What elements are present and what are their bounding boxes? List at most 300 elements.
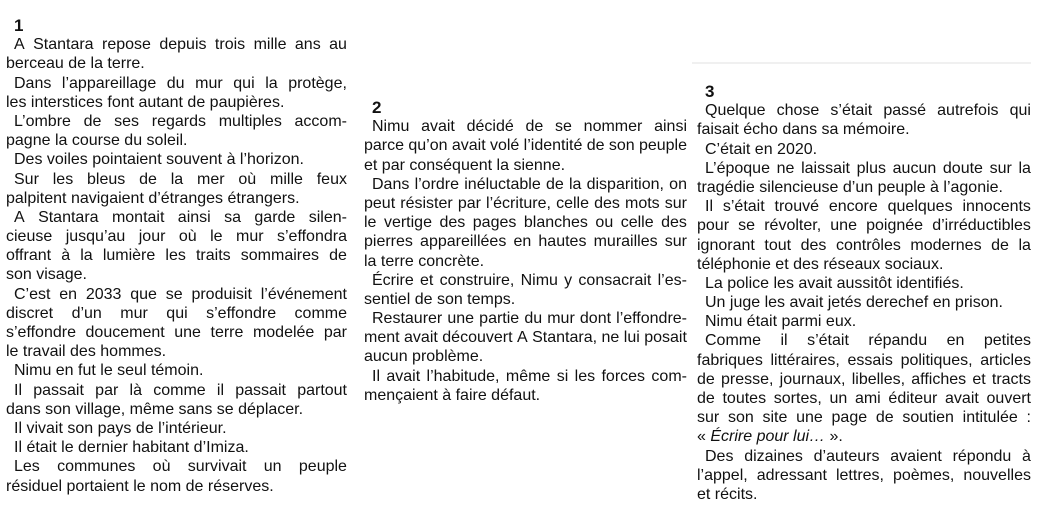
word: se xyxy=(165,285,183,303)
word: posait xyxy=(644,329,687,347)
word: Restaurer xyxy=(372,310,443,328)
word: Nimu xyxy=(520,271,558,289)
word: d’irréductibles xyxy=(932,217,1031,235)
word: la xyxy=(1018,236,1031,254)
text-line xyxy=(697,447,1031,466)
word: peuple xyxy=(638,137,687,155)
word: sa xyxy=(224,208,241,226)
word: ou xyxy=(595,214,614,232)
word: ans xyxy=(294,36,321,54)
word: survivait xyxy=(187,458,247,476)
word: l’ordre xyxy=(414,175,460,193)
column-body xyxy=(6,35,347,496)
text-segment: Écrire pour lui… xyxy=(710,428,826,446)
word: à xyxy=(1022,447,1031,465)
word: sur xyxy=(664,194,687,212)
word: l’événement xyxy=(260,285,347,303)
word: une xyxy=(796,409,823,427)
text-line xyxy=(697,389,1031,408)
text-segment: Des voiles pointaient souvent à l’horizon. xyxy=(14,151,304,169)
text-line xyxy=(364,290,687,309)
word: dont xyxy=(579,310,612,328)
word: blanches xyxy=(523,214,588,232)
word: nommer xyxy=(583,118,643,136)
text-line xyxy=(6,438,347,457)
word: modernes xyxy=(910,236,982,254)
word: l’appel, xyxy=(697,466,748,484)
text-segment: berceau de la terre. xyxy=(6,55,145,73)
word: aucun xyxy=(892,159,937,177)
word: cieuse xyxy=(6,228,53,246)
text-line xyxy=(364,386,687,405)
word: com- xyxy=(651,367,687,385)
word: depuis xyxy=(159,36,207,54)
text-column-1 xyxy=(6,16,347,496)
text-line xyxy=(697,312,1031,331)
word: s’était xyxy=(830,102,873,120)
word: ses xyxy=(114,112,140,130)
word: doute xyxy=(942,159,983,177)
word: ne xyxy=(601,329,620,347)
word: son xyxy=(608,137,635,155)
word: A xyxy=(14,36,25,54)
word: Comme xyxy=(705,332,762,350)
text-line xyxy=(6,54,347,73)
word: éditeur xyxy=(888,390,938,407)
word: quelques xyxy=(887,198,953,216)
word: une xyxy=(447,310,475,328)
text-line xyxy=(697,274,1031,293)
word: sommaires xyxy=(240,247,320,265)
text-line xyxy=(697,236,1031,255)
text-segment: ». xyxy=(825,428,843,446)
word: au xyxy=(329,36,347,54)
word: Dans xyxy=(14,74,52,92)
word: l’habitude, xyxy=(426,367,500,385)
word: des xyxy=(661,214,687,232)
word: multiples xyxy=(218,112,282,130)
word: repose xyxy=(102,36,151,54)
word: libelles, xyxy=(851,370,906,388)
word: poignée xyxy=(866,217,924,235)
text-line xyxy=(697,351,1031,370)
text-line xyxy=(697,197,1031,216)
word: la xyxy=(1018,159,1031,177)
word: site xyxy=(762,409,788,427)
text-line xyxy=(364,252,687,271)
text-line xyxy=(364,156,687,175)
word: la xyxy=(80,247,93,265)
text-segment: les interstices font autant de paupières. xyxy=(6,93,285,111)
text-line xyxy=(697,293,1031,312)
text-segment: faisait écho dans sa mémoire. xyxy=(697,121,910,139)
word: résister xyxy=(400,194,453,212)
word: l’appareillage xyxy=(61,74,157,92)
word: les xyxy=(52,170,74,188)
word: se xyxy=(738,217,756,235)
word: de xyxy=(697,390,715,407)
text-line xyxy=(697,255,1031,274)
word: presse, xyxy=(721,370,774,388)
word: s’effondra xyxy=(276,228,347,246)
word: passé xyxy=(883,102,927,120)
word: murailles xyxy=(593,233,658,251)
text-line xyxy=(364,328,687,347)
column-3-top-separator xyxy=(692,62,1031,64)
text-line xyxy=(364,347,687,366)
word: du xyxy=(166,74,185,92)
word: regards xyxy=(151,112,206,130)
word: ami xyxy=(854,390,881,407)
word: de xyxy=(83,112,102,130)
word: découvert xyxy=(442,329,513,347)
word: comme xyxy=(294,304,347,322)
text-line xyxy=(364,194,687,213)
text-line xyxy=(364,117,687,136)
word: C’est xyxy=(14,285,51,303)
word: de xyxy=(697,370,715,388)
word: de xyxy=(545,175,564,193)
word: politiques, xyxy=(900,351,973,369)
word: mur xyxy=(195,74,223,92)
text-line xyxy=(697,466,1031,485)
text-line xyxy=(6,74,347,93)
text-line xyxy=(6,208,347,227)
word: tout xyxy=(764,236,792,254)
text-line xyxy=(6,323,347,342)
text-segment: C’était en 2020. xyxy=(705,140,818,158)
text-line xyxy=(697,101,1031,120)
word: l’écriture, xyxy=(486,194,551,212)
word: feux xyxy=(316,170,347,188)
word: sur xyxy=(989,159,1012,177)
text-segment: et récits. xyxy=(697,485,758,503)
word: Quelque xyxy=(705,102,766,120)
word: passait xyxy=(33,381,84,399)
word: encore xyxy=(828,198,878,216)
text-segment: pagne la course du soleil. xyxy=(6,132,188,150)
word: affiches xyxy=(911,370,967,388)
word: Il xyxy=(14,381,22,399)
word: et xyxy=(420,271,434,289)
word: terre xyxy=(210,324,244,341)
word: à xyxy=(61,247,71,265)
word: fabriques xyxy=(697,351,763,369)
word: où xyxy=(152,458,171,476)
text-line xyxy=(364,271,687,290)
text-line xyxy=(6,285,347,304)
word: mots xyxy=(624,194,660,212)
word: Il xyxy=(705,198,713,216)
text-segment: Nimu en fut le seul témoin. xyxy=(14,362,204,380)
word: là xyxy=(129,381,142,399)
word: ment xyxy=(364,329,400,347)
word: en xyxy=(513,233,532,251)
word: discret xyxy=(6,304,54,322)
text-line xyxy=(6,419,347,438)
word: s’était xyxy=(722,198,765,216)
text-segment: Il était le dernier habitant d’Imiza. xyxy=(14,439,249,457)
word: mer xyxy=(197,170,225,188)
word: dizaines xyxy=(744,447,803,465)
word: communes xyxy=(57,458,136,476)
word: silen- xyxy=(308,208,347,226)
word: la xyxy=(265,74,278,92)
word: sur xyxy=(697,409,720,427)
text-line xyxy=(6,35,347,54)
text-segment: tragédie silencieuse d’un peuple à l’agonie. xyxy=(697,178,1003,196)
text-line xyxy=(6,227,347,246)
word: comme xyxy=(153,381,206,399)
word: laissait xyxy=(801,159,850,177)
word: pour xyxy=(697,217,730,235)
word: montait xyxy=(111,208,165,226)
word: d’auteurs xyxy=(813,447,880,465)
text-line xyxy=(6,189,347,208)
word: le xyxy=(210,228,223,246)
text-line xyxy=(364,309,687,328)
word: de xyxy=(991,236,1009,254)
word: chose xyxy=(776,102,820,120)
word: ainsi xyxy=(654,118,687,136)
word: en xyxy=(946,332,965,350)
text-segment: téléphonie et des réseaux sociaux. xyxy=(697,255,944,273)
word: il xyxy=(780,332,788,350)
word: avait xyxy=(404,329,438,347)
text-segment: son visage. xyxy=(6,266,87,284)
text-segment: La police les avait aussitôt identifiés. xyxy=(705,274,964,292)
word: nouvelles xyxy=(963,466,1031,484)
word: que xyxy=(130,285,157,303)
word: répondu xyxy=(952,447,1012,465)
word: des xyxy=(594,194,620,212)
word: de xyxy=(875,409,894,427)
word: inéluctable xyxy=(464,175,541,193)
text-line xyxy=(364,175,687,194)
word: le xyxy=(364,214,377,232)
text-line xyxy=(6,246,347,265)
word: offrant xyxy=(6,247,52,265)
word: adressant xyxy=(756,466,827,484)
word: parce xyxy=(364,137,405,155)
word: intitulée xyxy=(962,409,1018,427)
text-segment: aucun problème. xyxy=(364,348,484,366)
text-segment: palpitent navigaient d’étranges étrangers. xyxy=(6,189,300,207)
word: la xyxy=(170,170,184,188)
chapter-number-1: 1 xyxy=(14,16,24,35)
word: A xyxy=(14,208,25,226)
column-body xyxy=(697,101,1031,504)
text-line xyxy=(6,381,347,400)
text-line xyxy=(697,485,1031,504)
word: répandu xyxy=(868,332,928,350)
text-line xyxy=(697,178,1031,197)
word: du xyxy=(524,310,543,328)
word: l’effondre- xyxy=(616,310,687,328)
text-segment: Un juge les avait jetés derechef en prison. xyxy=(705,294,1003,312)
word: avaient xyxy=(890,447,942,465)
word: révolter, xyxy=(764,217,822,235)
text-line xyxy=(697,120,1031,139)
word: articles xyxy=(980,351,1031,369)
text-segment: le travail des hommes. xyxy=(6,343,167,361)
word: il xyxy=(216,381,225,399)
word: autrefois xyxy=(937,102,999,120)
word: modelée xyxy=(252,324,315,341)
word: Il xyxy=(372,367,380,385)
word: pages xyxy=(472,214,517,232)
text-line xyxy=(364,367,687,386)
word: un xyxy=(829,390,848,407)
word: construire, xyxy=(439,271,515,289)
word: partout xyxy=(297,381,347,399)
text-line xyxy=(6,361,347,380)
word: celle xyxy=(556,194,589,212)
word: ainsi xyxy=(177,208,211,226)
word: Dans xyxy=(372,175,410,193)
text-line xyxy=(6,342,347,361)
text-column-3 xyxy=(697,82,1031,504)
word: A xyxy=(517,329,528,347)
word: Stantara xyxy=(38,208,99,226)
word: de xyxy=(525,118,544,136)
word: toutes xyxy=(722,390,767,407)
word: trouvé xyxy=(774,198,819,216)
text-line xyxy=(697,159,1031,178)
word: pierres xyxy=(364,233,413,251)
word: par xyxy=(457,194,481,212)
text-line xyxy=(364,232,687,251)
word: et xyxy=(972,370,986,388)
word: y xyxy=(564,271,573,289)
text-line xyxy=(6,265,347,284)
word: avait xyxy=(421,118,455,136)
word: s’effondre xyxy=(6,324,76,341)
word: ignorant xyxy=(697,236,755,254)
word: d’un xyxy=(71,304,102,322)
word: jour xyxy=(138,228,166,246)
word: Écrire xyxy=(372,271,414,289)
word: des xyxy=(800,236,827,254)
word: appareillées xyxy=(420,233,507,251)
word: de xyxy=(139,170,157,188)
word: avait xyxy=(451,137,486,155)
text-column-2 xyxy=(364,98,687,405)
word: en xyxy=(59,285,78,303)
word: des xyxy=(439,214,466,232)
word: L’époque xyxy=(705,159,770,177)
text-segment: « xyxy=(697,428,711,446)
word: l’es- xyxy=(657,271,687,289)
word: une xyxy=(174,324,201,341)
word: essais xyxy=(847,351,893,369)
word: journaux, xyxy=(779,370,846,388)
word: Les xyxy=(14,458,40,476)
word: l’identité xyxy=(523,137,583,155)
word: les xyxy=(574,367,596,385)
text-line xyxy=(6,477,347,496)
word: volé xyxy=(489,137,520,155)
text-line xyxy=(697,331,1031,350)
word: L’ombre xyxy=(14,112,71,130)
word: la xyxy=(568,175,582,193)
text-line xyxy=(6,304,347,323)
word: disparition, xyxy=(586,175,664,193)
word: avait xyxy=(945,390,979,407)
text-line xyxy=(6,112,347,131)
text-line xyxy=(364,213,687,232)
word: protège, xyxy=(288,74,347,92)
text-line xyxy=(6,131,347,150)
word: vertige xyxy=(383,214,432,232)
word: jusqu’au xyxy=(65,228,126,246)
text-segment: Nimu était parmi eux. xyxy=(705,313,857,331)
word: qui xyxy=(166,304,188,322)
word: littéraires, xyxy=(770,351,840,369)
text-line xyxy=(6,150,347,169)
word: Stantara xyxy=(33,36,94,54)
word: où xyxy=(178,228,197,246)
word: décidé xyxy=(466,118,514,136)
text-segment: Il vivait son pays de l’intérieur. xyxy=(14,419,227,437)
word: lettres, xyxy=(835,466,884,484)
word: lui xyxy=(623,329,640,347)
word: si xyxy=(556,367,569,385)
word: innocents xyxy=(962,198,1031,216)
word: peuple xyxy=(298,458,347,476)
word: accom- xyxy=(294,112,347,130)
text-segment: mençaient à faire défaut. xyxy=(364,386,541,404)
word: : xyxy=(1026,409,1031,427)
word: bleus xyxy=(87,170,126,188)
word: les xyxy=(165,247,186,265)
text-line xyxy=(697,408,1031,427)
word: soutien xyxy=(902,409,954,427)
word: se xyxy=(555,118,572,136)
column-body xyxy=(364,117,687,405)
word: un xyxy=(263,458,282,476)
word: poèmes, xyxy=(892,466,955,484)
word: mur xyxy=(120,304,148,322)
word: peut xyxy=(364,194,396,212)
text-segment: résiduel portaient le nom de réserves. xyxy=(6,477,274,495)
word: traits xyxy=(195,247,231,265)
word: s’était xyxy=(807,332,849,350)
word: petites xyxy=(983,332,1031,350)
word: ne xyxy=(776,159,795,177)
word: par xyxy=(323,324,347,341)
word: contrôles xyxy=(835,236,901,254)
word: une xyxy=(830,217,857,235)
text-line xyxy=(6,170,347,189)
word: garde xyxy=(254,208,296,226)
word: mille xyxy=(253,36,287,54)
text-segment: sentiel de son temps. xyxy=(364,290,516,308)
word: celle xyxy=(620,214,654,232)
word: Stantara, xyxy=(532,329,598,347)
word: de xyxy=(329,247,347,265)
word: Sur xyxy=(14,170,39,188)
word: page xyxy=(831,409,868,427)
word: ouvert xyxy=(986,390,1031,407)
word: mur xyxy=(235,228,264,246)
word: sortes, xyxy=(773,390,822,407)
word: mille xyxy=(270,170,303,188)
word: 2033 xyxy=(85,285,122,303)
text-segment: dans son village, même sans se déplacer. xyxy=(6,400,304,418)
word: s’effondre xyxy=(206,304,277,322)
text-segment: la terre concrète. xyxy=(364,252,485,270)
